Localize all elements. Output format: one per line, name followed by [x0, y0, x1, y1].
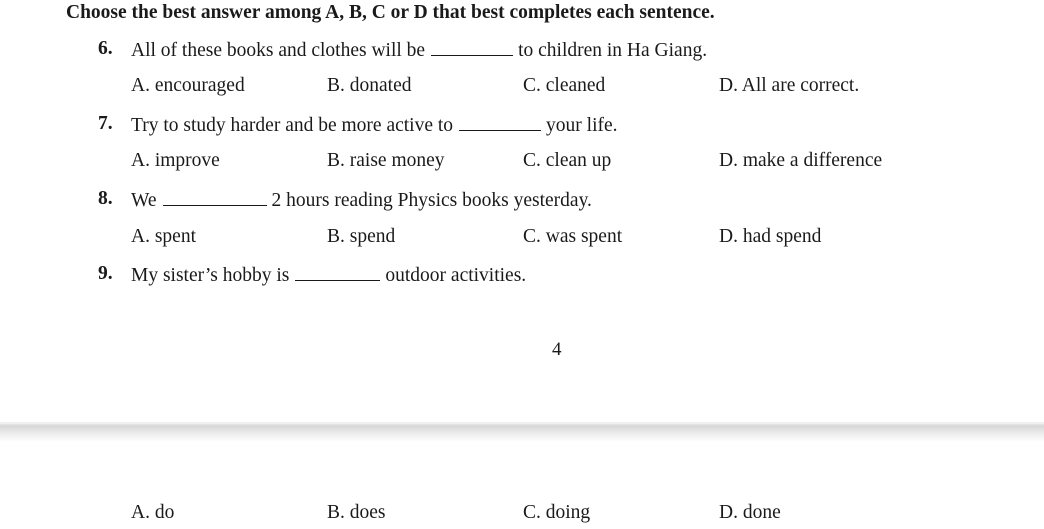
question-7-option-c: C. clean up	[523, 150, 612, 171]
question-8-text-after: 2 hours reading Physics books yesterday.	[271, 190, 592, 211]
question-8-text-before: We	[131, 190, 157, 211]
question-9-text-after: outdoor activities.	[385, 265, 527, 286]
question-7-text-before: Try to study harder and be more active to	[131, 115, 454, 136]
instruction-heading: Choose the best answer among A, B, C or D that best completes each sentence.	[66, 2, 715, 23]
question-8-option-b: B. spend	[327, 226, 396, 247]
question-7-blank	[459, 112, 541, 131]
page-number: 4	[552, 339, 562, 360]
question-8-option-a: A. spent	[131, 226, 196, 247]
question-8-number: 8.	[98, 188, 113, 209]
question-9-option-b: B. does	[327, 502, 386, 523]
question-6-option-b: B. donated	[327, 75, 412, 96]
question-7-option-b: B. raise money	[327, 150, 445, 171]
question-8-option-c: C. was spent	[523, 226, 623, 247]
question-6-option-d: D. All are correct.	[719, 75, 860, 96]
question-7-text-after: your life.	[546, 115, 618, 136]
question-7-text	[131, 112, 618, 138]
question-9-text-before: My sister’s hobby is	[131, 265, 290, 286]
question-6-text-before: All of these books and clothes will be	[131, 40, 426, 61]
question-8-option-d: D. had spend	[719, 226, 822, 247]
question-8-blank	[163, 187, 267, 206]
question-6-text-after: to children in Ha Giang.	[518, 40, 708, 61]
question-9-option-a: A. do	[131, 502, 175, 523]
question-7-option-d: D. make a difference	[719, 150, 883, 171]
question-6-number: 6.	[98, 38, 113, 59]
question-6-blank	[431, 37, 513, 56]
question-9-text	[131, 262, 526, 288]
page-break-divider	[0, 424, 1044, 442]
question-6-option-c: C. cleaned	[523, 75, 606, 96]
question-9-number: 9.	[98, 263, 113, 284]
question-7-option-a: A. improve	[131, 150, 220, 171]
question-7-number: 7.	[98, 113, 113, 134]
question-9-option-d: D. done	[719, 502, 781, 523]
question-9-blank	[295, 262, 380, 281]
question-9-option-c: C. doing	[523, 502, 591, 523]
question-8-text	[131, 187, 592, 213]
question-6-option-a: A. encouraged	[131, 75, 245, 96]
question-6-text	[131, 37, 707, 63]
